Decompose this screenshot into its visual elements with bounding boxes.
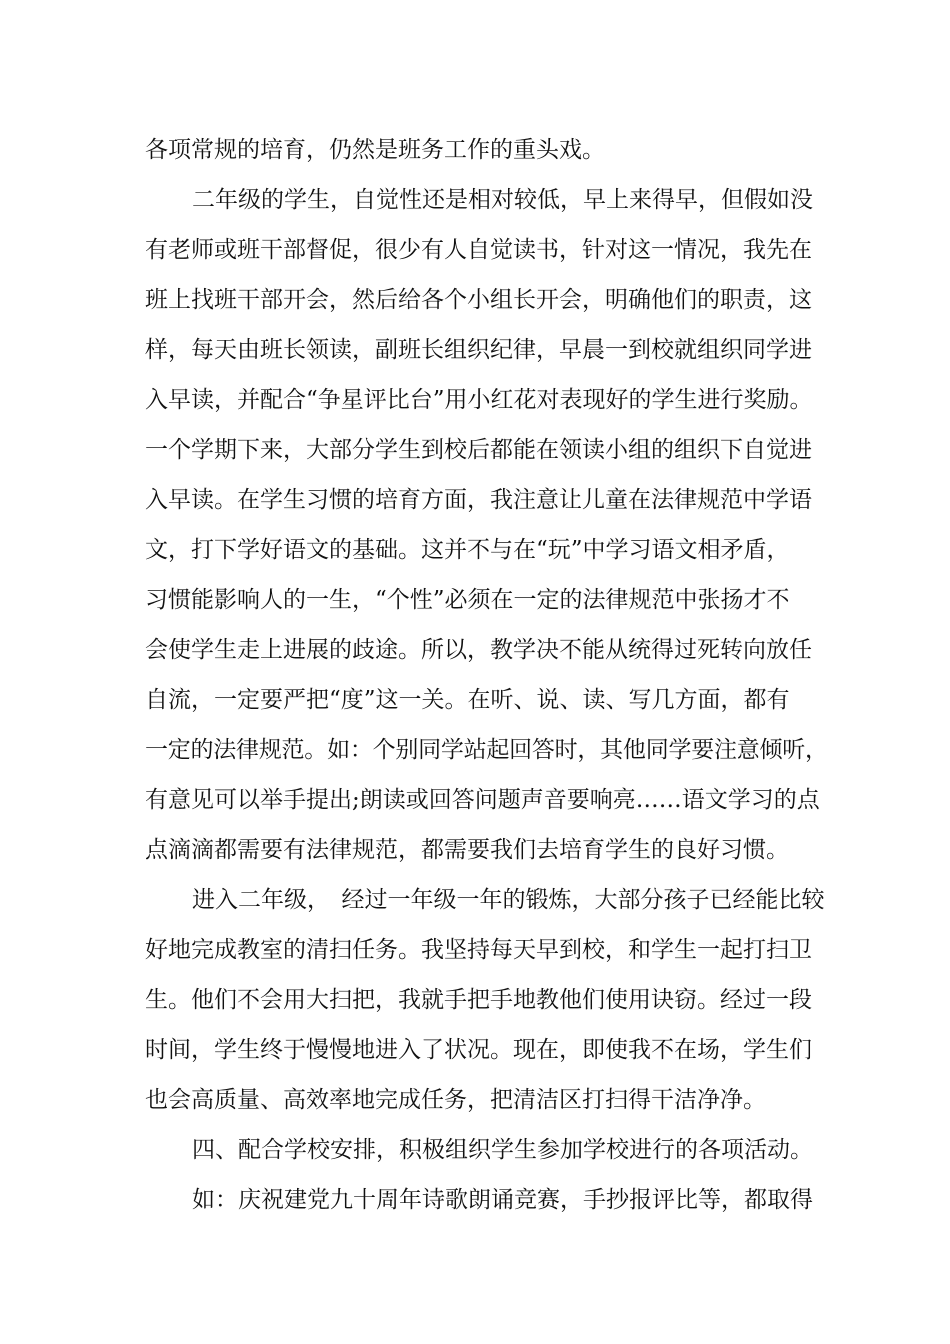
text-line: 如：庆祝建党九十周年诗歌朗诵竞赛，手抄报评比等，都取得 (192, 1187, 813, 1213)
text-line: 入早读。在学生习惯的培育方面，我注意让儿童在法律规范中学语 (145, 487, 812, 513)
text-line: 会使学生走上进展的歧途。所以，教学决不能从统得过死转向放任 (145, 637, 812, 663)
text-line: 有意见可以举手提出;朗读或回答问题声音要响亮……语文学习的点 (145, 787, 820, 813)
text-line: 自流，一定要严把“度”这一关。在听、说、读、写几方面，都有 (145, 687, 790, 713)
text-line: 四、配合学校安排，积极组织学生参加学校进行的各项活动。 (192, 1137, 813, 1163)
text-line: 一定的法律规范。如：个别同学站起回答时，其他同学要注意倾听， (145, 737, 828, 763)
text-line: 班上找班干部开会，然后给各个小组长开会，明确他们的职责，这 (145, 287, 812, 313)
text-line: 有老师或班干部督促，很少有人自觉读书，针对这一情况，我先在 (145, 237, 812, 263)
text-line: 入早读，并配合“争星评比台”用小红花对表现好的学生进行奖励。 (145, 387, 813, 413)
text-line: 二年级的学生，自觉性还是相对较低，早上来得早，但假如没 (192, 187, 813, 213)
text-line: 生。他们不会用大扫把，我就手把手地教他们使用诀窃。经过一段 (145, 987, 812, 1013)
text-line: 也会高质量、高效率地完成任务，把清洁区打扫得干洁净净。 (145, 1087, 766, 1113)
text-line: 样，每天由班长领读，副班长组织纪律，早晨一到校就组织同学进 (145, 337, 812, 363)
text-line: 各项常规的培育，仍然是班务工作的重头戏。 (145, 137, 605, 163)
text-line: 文，打下学好语文的基础。这并不与在“玩”中学习语文相矛盾， (145, 537, 790, 563)
text-line: 时间，学生终于慢慢地进入了状况。现在，即使我不在场，学生们 (145, 1037, 812, 1063)
text-line: 进入二年级， 经过一年级一年的锻炼，大部分孩子已经能比较 (192, 887, 825, 913)
text-line: 点滴滴都需要有法律规范，都需要我们去培育学生的良好习惯。 (145, 837, 789, 863)
text-line: 习惯能影响人的一生，“个性”必须在一定的法律规范中张扬才不 (145, 587, 790, 613)
text-line: 一个学期下来，大部分学生到校后都能在领读小组的组织下自觉进 (145, 437, 812, 463)
text-line: 好地完成教室的清扫任务。我坚持每天早到校，和学生一起打扫卫 (145, 937, 812, 963)
